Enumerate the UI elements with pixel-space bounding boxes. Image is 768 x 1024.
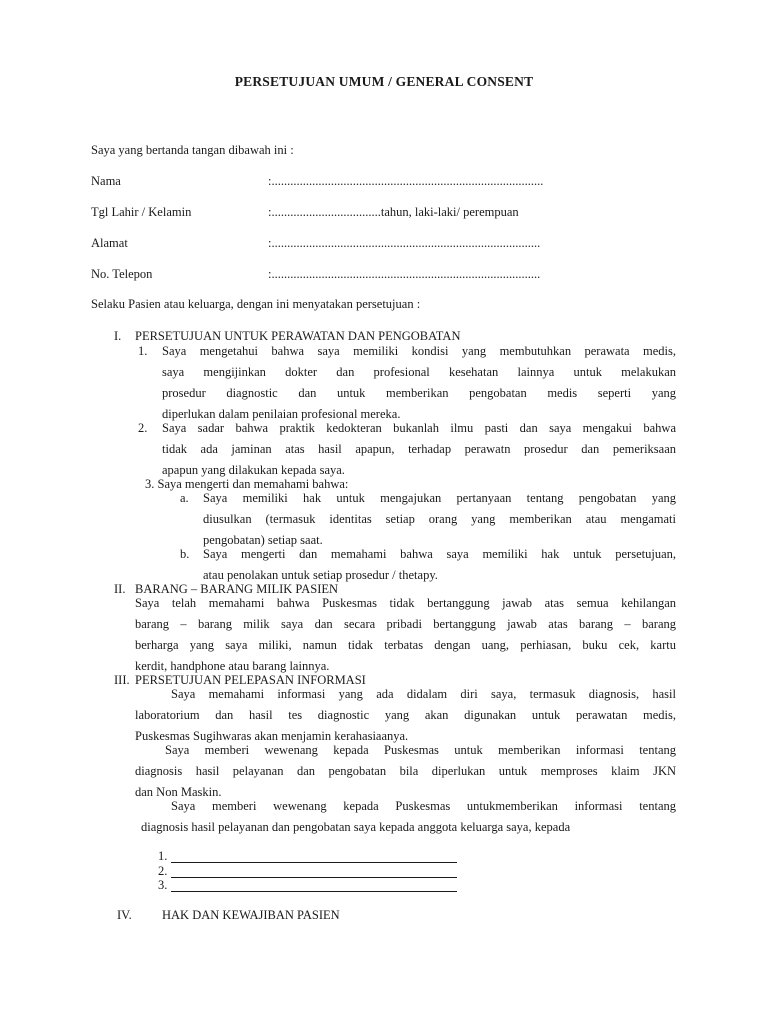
section-3-heading: PERSETUJUAN PELEPASAN INFORMASI [135,673,366,687]
item-2-line-3: apapun yang dilakukan kepada saya. [162,463,345,477]
field-label-name: Nama [91,174,121,188]
field-value-birthdate-sex: :...................................tahun, laki-laki/ perempuan [268,205,519,219]
blank-line-2[interactable] [171,877,457,878]
section-4-heading: HAK DAN KEWAJIBAN PASIEN [162,908,340,922]
field-value-phone: :...................................................................................... [268,267,541,281]
item-2-line-2: tidak ada jaminan atas hasil apapun, terhadap perawatn prosedur dan pemeriksaan [162,442,676,456]
item-1-line-3: prosedur diagnostic dan untuk memberikan pengobatan medis seperti yang [162,386,676,400]
sub-b-letter: b. [180,547,190,561]
sub-a-line-2: diusulkan (termasuk identitas setiap orang yang memberikan atau mengamati [203,512,676,526]
section-3-number: III. [114,673,130,687]
field-label-phone: No. Telepon [91,267,153,281]
blank-line-3[interactable] [171,891,457,892]
item-1-number: 1. [138,344,148,358]
section-2-number: II. [114,582,126,596]
section-2-line-1: Saya telah memahami bahwa Puskesmas tidak bertanggung jawab atas semua kehilangan [135,596,676,610]
section-3-para-3-line-1: Saya memberi wewenang kepada Puskesmas untukmemberikan informasi tentang [171,799,676,813]
item-1-line-1: Saya mengetahui bahwa saya memiliki kondisi yang membutuhkan perawata medis, [162,344,676,358]
section-4-number: IV. [117,908,132,922]
section-2-line-4: kerdit, handphone atau barang lainnya. [135,659,330,673]
blank-1-number: 1. [158,849,168,863]
blank-3-number: 3. [158,878,168,892]
section-3-para-1-line-3: Puskesmas Sugihwaras akan menjamin kerahasiaanya. [135,729,409,743]
section-3-para-2-line-1: Saya memberi wewenang kepada Puskesmas untuk memberikan informasi tentang [165,743,676,757]
item-3: 3. Saya mengerti dan memahami bahwa: [145,477,349,491]
section-3-para-1-line-2: laboratorium dan hasil tes diagnostic yang akan digunakan untuk perawatan medis, [135,708,676,722]
field-value-address: :...................................................................................... [268,236,541,250]
section-2-line-3: berharga yang saya miliki, namun tidak terbatas dengan uang, perhiasan, buku cek, kartu [135,638,676,652]
item-1-line-4: diperlukan dalam penilaian profesional mereka. [162,407,401,421]
section-2-heading: BARANG – BARANG MILIK PASIEN [135,582,339,596]
blank-line-1[interactable] [171,862,457,863]
item-2-number: 2. [138,421,148,435]
section-3-para-1-line-1: Saya memahami informasi yang ada didalam diri saya, termasuk diagnosis, hasil [171,687,676,701]
statement-text: Selaku Pasien atau keluarga, dengan ini menyatakan persetujuan : [91,297,421,311]
section-3-para-3-line-2: diagnosis hasil pelayanan dan pengobatan saya kepada anggota keluarga saya, kepada [141,820,571,834]
intro-text: Saya yang bertanda tangan dibawah ini : [91,143,294,157]
field-label-birthdate-sex: Tgl Lahir / Kelamin [91,205,192,219]
blank-2-number: 2. [158,864,168,878]
section-1-heading: PERSETUJUAN UNTUK PERAWATAN DAN PENGOBATAN [135,329,461,343]
document-title: PERSETUJUAN UMUM / GENERAL CONSENT [234,74,534,89]
field-label-address: Alamat [91,236,128,250]
section-3-para-2-line-2: diagnosis hasil pelayanan dan pengobatan bila diperlukan untuk memproses klaim JKN [135,764,676,778]
field-value-name: :....................................................................................... [268,174,544,188]
sub-b-line-2: atau penolakan untuk setiap prosedur / thetapy. [203,568,438,582]
section-3-para-2-line-3: dan Non Maskin. [135,785,222,799]
sub-a-line-3: pengobatan) setiap saat. [203,533,323,547]
sub-a-letter: a. [180,491,189,505]
item-1-line-2: saya mengijinkan dokter dan profesional kesehatan lainnya untuk melakukan [162,365,676,379]
section-2-line-2: barang – barang milik saya dan secara pribadi bertanggung jawab atas barang – barang [135,617,676,631]
sub-b-line-1: Saya mengerti dan memahami bahwa saya memiliki hak untuk persetujuan, [203,547,676,561]
section-1-number: I. [114,329,122,343]
item-2-line-1: Saya sadar bahwa praktik kedokteran bukanlah ilmu pasti dan saya mengakui bahwa [162,421,676,435]
sub-a-line-1: Saya memiliki hak untuk mengajukan pertanyaan tentang pengobatan yang [203,491,676,505]
